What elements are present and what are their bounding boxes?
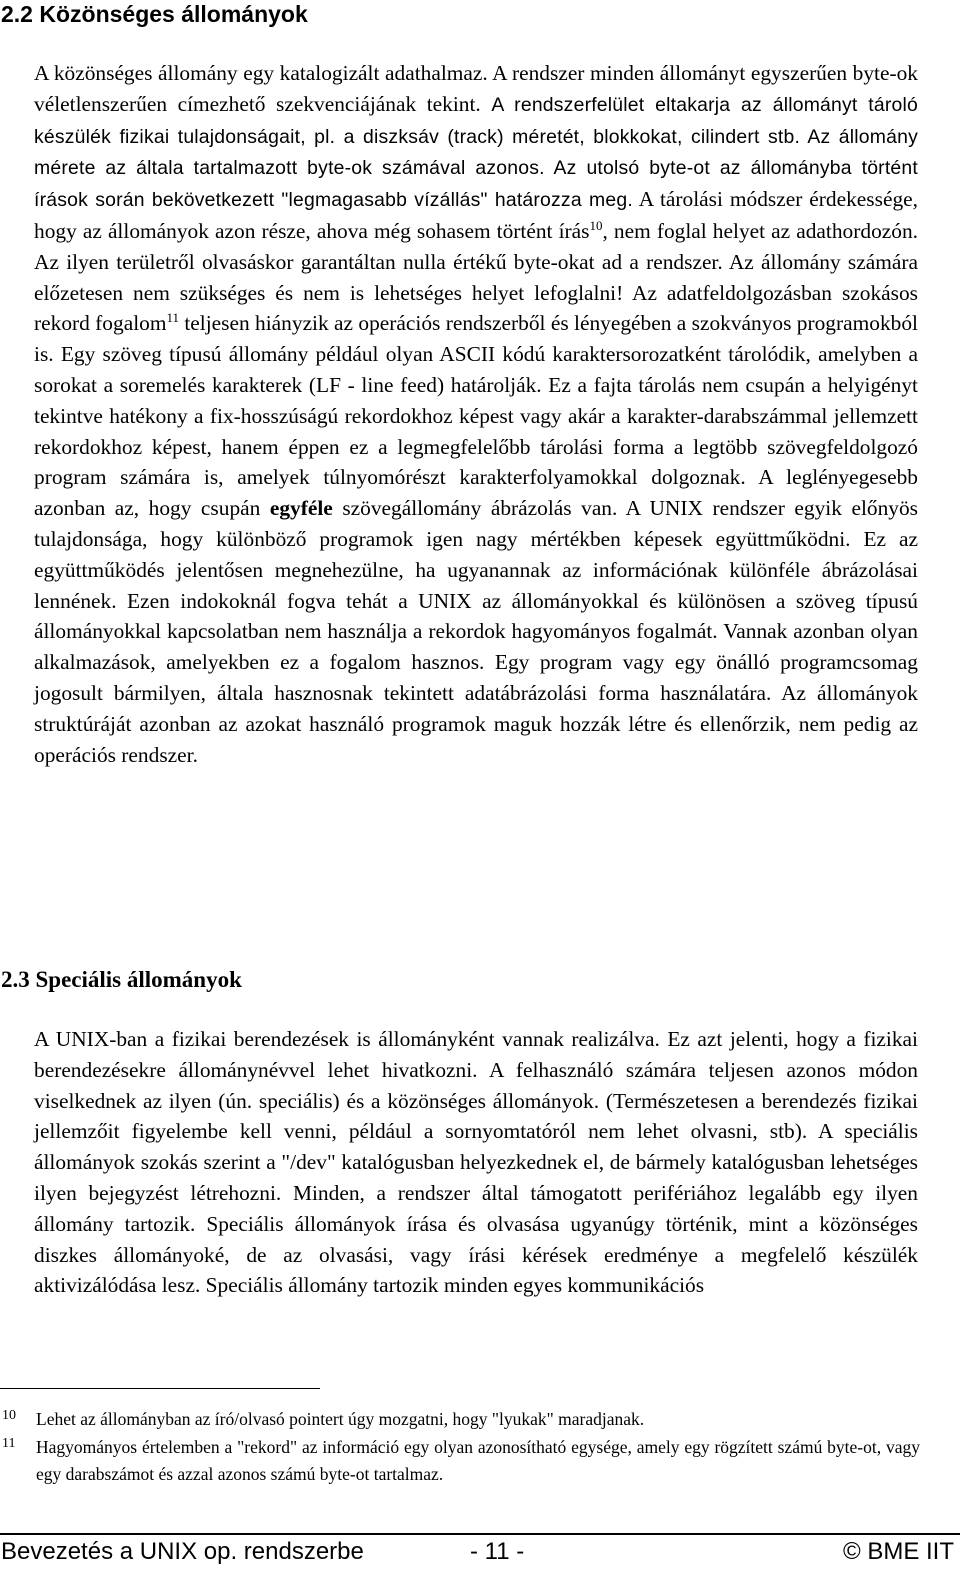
footer-title: Bevezetés a UNIX op. rendszerbe bbox=[1, 1538, 364, 1565]
page-number: - 11 - bbox=[470, 1538, 525, 1565]
paragraph-text: A tárolási módszer érdekessége, hogy az állományok azon része, ahova még sohasem történt írás bbox=[34, 187, 918, 243]
footnote-number: 10 bbox=[2, 1408, 16, 1423]
footnote-ref: 11 bbox=[166, 310, 179, 326]
footnote-text: Hagyományos értelemben a "rekord" az információ egy olyan azonosítható egysége, amely egy rögzített számú byte-ot, vagy egy darabszámot és azzal azonos számú byte-ot tartalmaz. bbox=[36, 1437, 920, 1484]
section-title: 2.3 Speciális állományok bbox=[1, 967, 242, 992]
footer-copyright: © BME IIT bbox=[842, 1538, 954, 1565]
body-paragraph bbox=[34, 58, 918, 770]
paragraph-text: A közönséges állomány egy katalogizált adathalmaz. A rendszer minden állományt egyszerűen byte-ok véletlenszerűen címezhető szekvenciájának tekint. bbox=[34, 61, 918, 116]
footer-separator bbox=[0, 1533, 960, 1535]
body-paragraph: A UNIX-ban a fizikai berendezések is állományként vannak realizálva. Ez azt jelenti, hogy a fizikai berendezésekre állománynévvel lehet hivatkozni. A felhasználó számára teljesen azonos módon viselkednek az ilyen (ún. speciális) és a közönséges állományok. (Természetesen a berendezés fizikai jellemzőit figyelembe kell venni, például a sornyomtatóról nem lehet olvasni, stb). A speciális állományok szokás szerint a "/dev" katalógusban helyezkednek el, de bármely katalógusban lehetséges ilyen bejegyzést létrehozni. Minden, a rendszer által támogatott perifériához legalább egy ilyen állomány tartozik. Speciális állományok írása és olvasása ugyanúgy történik, mint a közönséges diszkes állományoké, de az olvasási, vagy írási kérések eredménye a megfelelő készülék aktivizálódása lesz. Speciális állomány tartozik minden egyes kommunikációs bbox=[34, 1027, 918, 1298]
paragraph-text: , nem foglal helyet az adathordozón. Az ilyen területről olvasáskor garantáltan nulla értékű byte-okat ad a rendszer. Az állomány számára előzetesen nem szükséges és nem is lehetséges helyet lefoglalni! Az adatfeldolgozásban szokásos rekord fogalom bbox=[34, 218, 918, 336]
paragraph-text: A rendszerfelület eltakarja az állományt tároló készülék fizikai tulajdonságait, pl. a diszksáv (track) méretét, blokkokat, cilindert stb. Az állomány mérete az általa tartalmazott byte-ok számával azonos. Az utolsó byte-ot az állományba történt írások során bekövetkezett "legmagasabb vízállás" határozza meg. bbox=[34, 93, 918, 212]
paragraph-text: teljesen hiányzik az operációs rendszerből és lényegében a szokványos programokból is. Egy szöveg típusú állomány például olyan ASCII kódú karaktersorozatként tárolódik, amelyben a sorokat a soremelés karakterek (LF - line feed) határolják. Ez a fajta tárolás nem csupán a helyigényt tekintve hatékony a fix-hosszúságú rekordokhoz képest vagy akár a karakter-darabszámmal jellemzett rekordokhoz képest, hanem éppen ez a legmegfelelőbb tárolási forma a legtöbb szövegfeldolgozó program számára is, amelyek túlnyomórészt karakterfolyamokkal dolgoznak. A leglényegesebb azonban az, hogy csupán bbox=[34, 311, 918, 521]
footnote-separator bbox=[0, 1388, 320, 1389]
footnote-number: 11 bbox=[2, 1436, 16, 1451]
section-title: 2.2 Közönséges állományok bbox=[1, 1, 308, 27]
footnote-text: Lehet az állományban az író/olvasó pointert úgy mozgatni, hogy "lyukak" maradjanak. bbox=[36, 1409, 645, 1429]
emphasis-text: egyféle bbox=[269, 496, 333, 521]
footnote-ref: 10 bbox=[589, 217, 603, 233]
paragraph-text: szövegállomány ábrázolás van. A UNIX rendszer egyik előnyös tulajdonsága, hogy különböző programok igen nagy mértékben képesek együttműködni. Ez az együttműködés jelentősen megnehezülne, ha ugyanannak az információnak különféle ábrázolásai lennének. Ezen indokoknál fogva tehát a UNIX az állományokkal és különösen a szöveg típusú állományokkal kapcsolatban nem használja a rekordok hagyományos fogalmát. Vannak azonban olyan alkalmazások, amelyekben ez a fogalom hasznos. Egy program vagy egy önálló programcsomag jogosult bármilyen, általa hasznosnak tekintett adatábrázolási forma használatára. Az állományok struktúráját azonban az azokat használó programok maguk hozzák létre és ellenőrzik, nem pedig az operációs rendszer. bbox=[34, 496, 918, 767]
